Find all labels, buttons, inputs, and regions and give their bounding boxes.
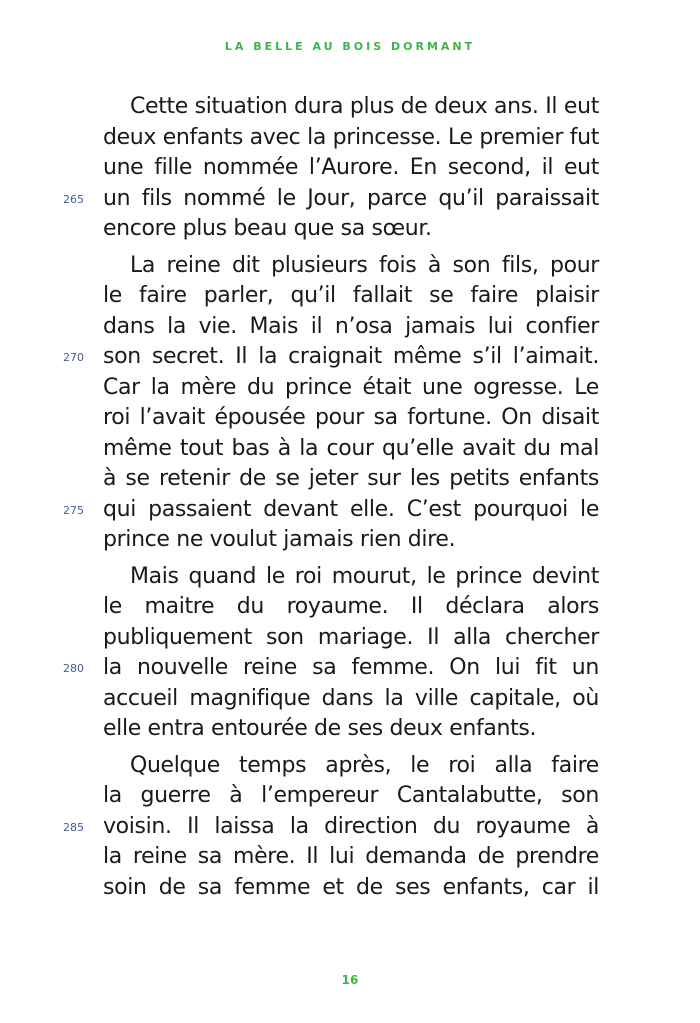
text-line: soin de sa femme et de ses enfants, car il <box>103 874 599 900</box>
text-line-numbered: 280 la nouvelle reine sa femme. On lui fit un <box>103 653 599 684</box>
text-line-numbered: 275 qui passaient devant elle. C’est pourquoi le <box>103 495 599 526</box>
text-line: le maitre du royaume. Il déclara alors <box>103 594 599 619</box>
text-line: elle entra entourée de ses deux enfants. <box>103 716 537 741</box>
text-line: Car la mère du prince était une ogresse. Le <box>103 374 599 400</box>
text-line: La reine dit plusieurs fois à son fils, pour <box>130 252 599 278</box>
text-line: Cette situation dura plus de deux ans. Il eut <box>130 94 599 119</box>
text-line: la guerre à l’empereur Cantalabutte, son <box>103 783 599 808</box>
paragraph <box>63 92 599 245</box>
body-text <box>63 92 599 903</box>
text-line: prince ne voulut jamais rien dire. <box>103 527 456 552</box>
text-line: la reine sa mère. Il lui demanda de prendre <box>103 844 599 869</box>
text-line: une fille nommée l’Aurore. En second, il eut <box>103 155 599 180</box>
text-line: Mais quand le roi mourut, le prince devint <box>130 563 599 589</box>
text-line: le faire parler, qu’il fallait se faire plaisir <box>103 283 599 308</box>
paragraph <box>63 751 599 904</box>
page-number: 16 <box>341 973 359 987</box>
text-line: accueil magnifique dans la ville capitale, où <box>103 685 599 711</box>
text-line: à se retenir de se jeter sur les petits enfants <box>103 466 599 491</box>
text-line-numbered: 285 voisin. Il laissa la direction du royaume à <box>103 812 599 843</box>
line-number: 285 <box>63 820 84 834</box>
text-line: encore plus beau que sa sœur. <box>103 216 432 241</box>
line-number: 265 <box>63 192 84 206</box>
text-line: roi l’avait épousée pour sa fortune. On disait <box>103 405 599 430</box>
text-line: même tout bas à la cour qu’elle avait du mal <box>103 435 599 461</box>
text-line-numbered: 270 son secret. Il la craignait même s’il l’aimait. <box>103 342 599 373</box>
running-header-title: LA BELLE AU BOIS DORMANT <box>224 40 476 53</box>
line-number: 275 <box>63 503 84 517</box>
paragraph <box>63 251 599 556</box>
text-line: deux enfants avec la princesse. Le premier fut <box>103 124 599 150</box>
text-line-numbered: 265 un fils nommé le Jour, parce qu’il paraissait <box>103 184 599 215</box>
line-number: 270 <box>63 351 84 364</box>
paragraph <box>63 562 599 745</box>
line-number: 280 <box>63 662 84 675</box>
text-line: dans la vie. Mais il n’osa jamais lui confier <box>103 313 599 339</box>
text-line: publiquement son mariage. Il alla chercher <box>103 624 599 650</box>
text-line: Quelque temps après, le roi alla faire <box>130 752 599 778</box>
